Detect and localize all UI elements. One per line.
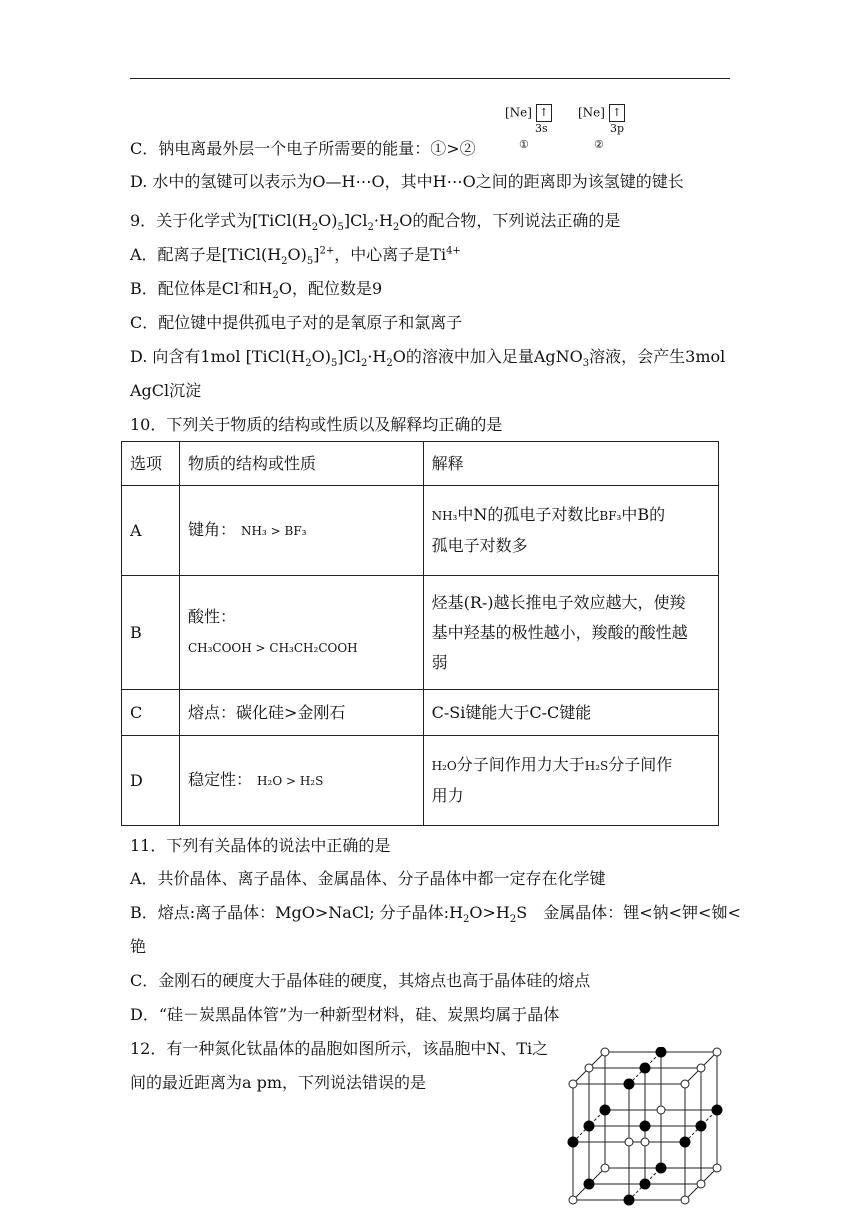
q11-option-a: A．共价晶体、离子晶体、金属晶体、分子晶体中都一定存在化学键 [130,869,606,888]
row-option: B [122,576,180,690]
row-property: 熔点：碳化硅>金刚石 [179,690,423,736]
row-property: 酸性： CH₃COOH > CH₃CH₂COOH [179,576,423,690]
q9-option-d-cont: AgCl沉淀 [130,381,202,400]
row-explanation: NH₃中N的孤电子对数比BF₃中B的 孤电子对数多 [423,486,718,576]
row-explanation: H₂O分子间作用力大于H₂S分子间作 用力 [423,736,718,826]
header-option: 选项 [122,442,180,486]
q9-option-d: D. 向含有1mol $[TiCl(H_2O)_5]Cl_2\cdot H_2O$的溶液中加入足量AgNO$_3$溶液，会产生3mol [130,347,726,370]
q11-option-c: C．金刚石的硬度大于晶体硅的硬度，其熔点也高于晶体硅的熔点 [130,971,591,990]
orbital-box [609,104,625,122]
q9-option-c: C．配位键中提供孤电子对的是氧原子和氯离子 [130,313,463,332]
row-property: 稳定性： H₂O > H₂S [179,736,423,826]
orbital-label: 3p [610,122,625,135]
orbital-box [536,104,552,122]
q8-option-c: C．钠电离最外层一个电子所需要的能量：①>② [130,139,476,158]
row-explanation: 烃基(R-)越长推电子效应越大，使羧 基中羟基的极性越小，羧酸的酸性越 弱 [423,576,718,690]
q11-stem: 11．下列有关晶体的说法中正确的是 [130,836,391,855]
orbital-diagram-2 [578,104,625,151]
orbital-label: 3s [535,122,548,135]
row-property: 键角： NH₃ > BF₃ [179,486,423,576]
q9-option-b: B．配位体是Cl-和$H_2O$，配位数是9 [130,279,383,302]
q11-option-b: B．熔点:离子晶体：MgO>NaCl; 分子晶体$:H_2O>H_2S$ 金属晶体：锂<钠<钾<铷< [130,903,741,926]
table-header-row [122,442,719,486]
diagram-marker: ① [519,138,529,151]
table-row [122,736,719,826]
q9-stem: 9．关于化学式为$[TiCl(H_2O)_5]Cl_2\cdot H_2O$的配合物，下列说法正确的是 [130,211,621,234]
header-rule [130,78,730,79]
q11-option-d: D．“硅－炭黑晶体管”为一种新型材料，硅、炭黑均属于晶体 [130,1005,560,1024]
header-explanation: 解释 [423,442,718,486]
row-option: C [122,690,180,736]
row-explanation: C-Si键能大于C-C键能 [423,690,718,736]
table-row [122,576,719,690]
crystal-unit-cell-diagram [565,1047,735,1216]
q10-table [121,441,719,826]
table-row [122,690,719,736]
row-option: A [122,486,180,576]
ne-core-label: [Ne] [578,105,605,120]
row-option: D [122,736,180,826]
ne-core-label: [Ne] [505,105,532,120]
q8-option-d: D. 水中的氢键可以表示为O—H⋯O，其中H⋯O之间的距离即为该氢键的键长 [130,172,684,191]
header-property: 物质的结构或性质 [179,442,423,486]
q12-stem-line2: 间的最近距离为a pm，下列说法错误的是 [130,1073,427,1092]
q12-stem-line1: 12．有一种氮化钛晶体的晶胞如图所示，该晶胞中N、Ti之 [130,1039,549,1058]
q9-option-a: A．配离子是$[TiCl(H_2O)_5]^{2+}$，中心离子是$Ti^{4+}$ [130,245,461,268]
q11-option-b-cont: 铯 [130,937,147,956]
up-arrow-icon: ↑ [539,106,549,119]
table-row [122,486,719,576]
orbital-diagram-1 [505,104,552,151]
up-arrow-icon: ↑ [612,106,622,119]
diagram-marker: ② [594,138,604,151]
q10-stem: 10．下列关于物质的结构或性质以及解释均正确的是 [130,415,503,434]
